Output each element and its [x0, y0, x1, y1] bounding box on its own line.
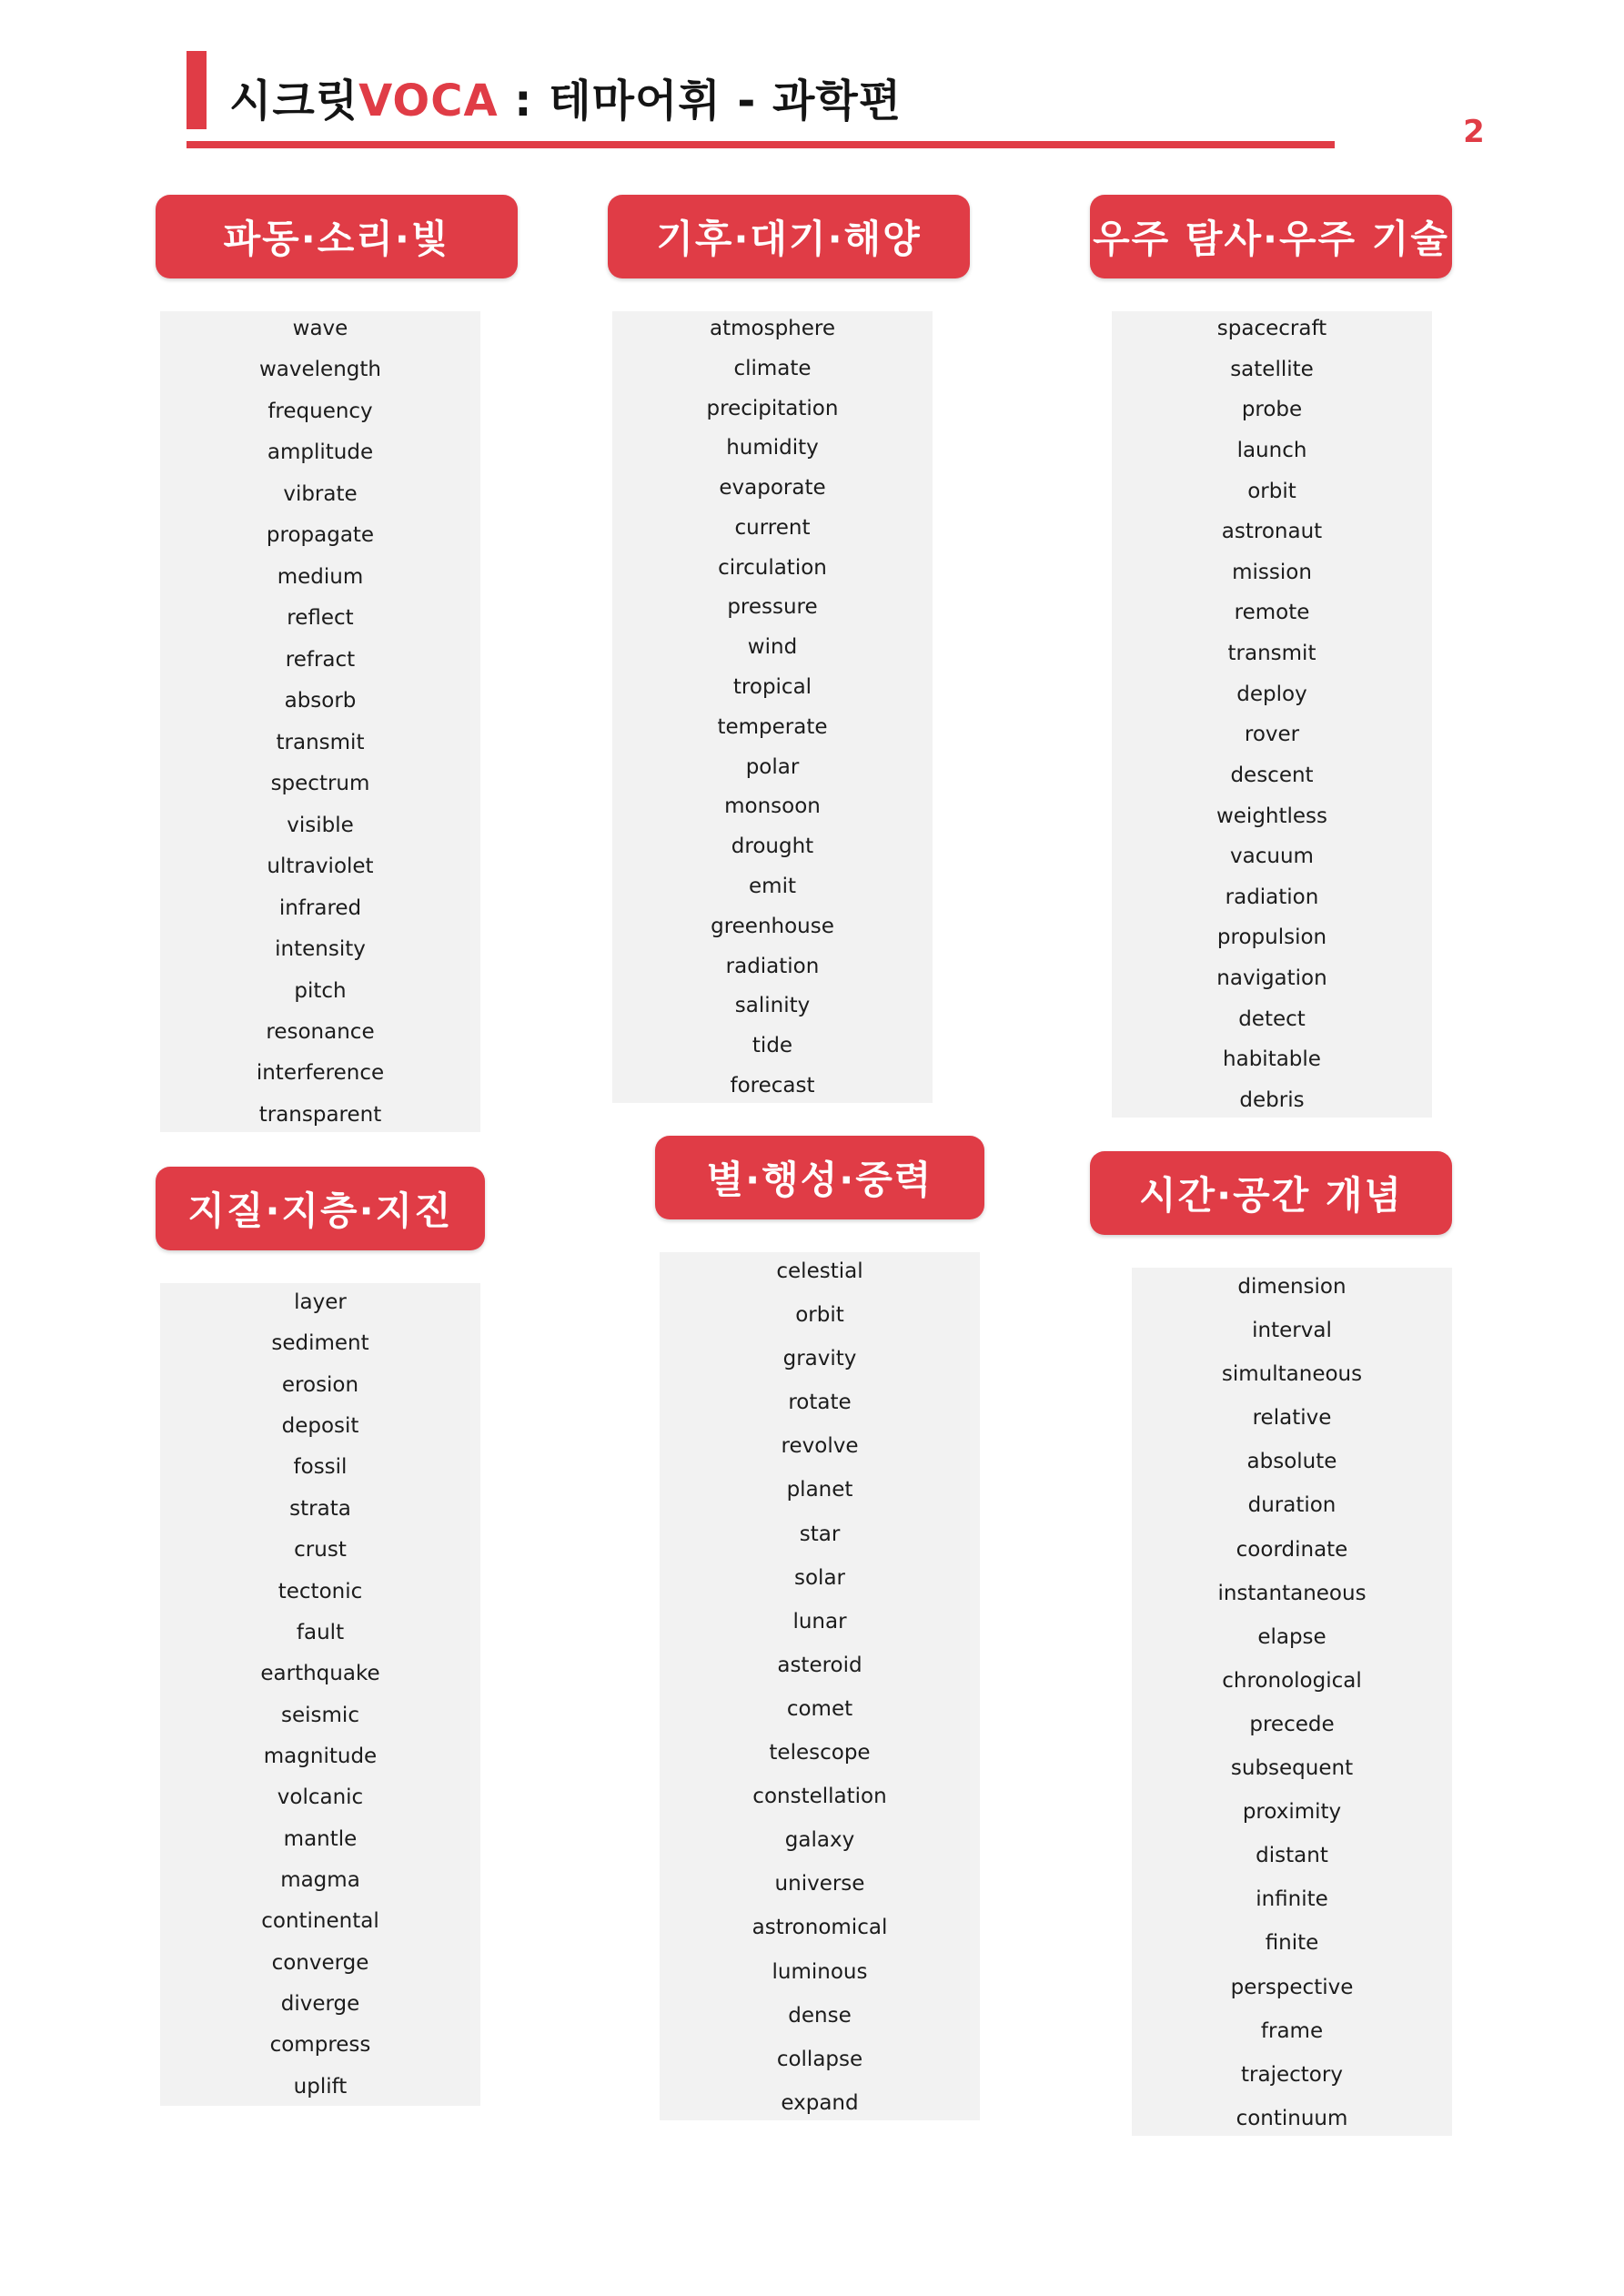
vocab-word: revolve	[781, 1434, 859, 1459]
vocab-word: orbit	[1247, 479, 1296, 503]
word-list-climate	[612, 311, 933, 1103]
word-list-spacetime	[1132, 1268, 1452, 2136]
vocab-word: orbit	[795, 1303, 844, 1328]
vocab-word: salinity	[734, 994, 811, 1018]
title-underline	[187, 141, 1335, 148]
vocab-word: launch	[1236, 438, 1307, 462]
section-header-waves: 파동·소리·빛	[156, 195, 518, 278]
vocab-word: infrared	[278, 895, 362, 920]
vocab-word: sediment	[271, 1331, 369, 1356]
vocab-word: monsoon	[724, 794, 821, 819]
vocab-word: gravity	[782, 1347, 857, 1371]
vocab-word: lunar	[792, 1609, 847, 1633]
vocab-word: fault	[296, 1620, 345, 1644]
vocab-word: deposit	[281, 1414, 359, 1439]
vocab-word: wave	[292, 317, 348, 340]
vocab-word: astronaut	[1221, 520, 1323, 544]
vocab-word: trajectory	[1241, 2062, 1343, 2087]
vocab-word: instantaneous	[1217, 1581, 1367, 1605]
vocab-word: uplift	[293, 2074, 348, 2099]
vocab-word: celestial	[776, 1259, 863, 1283]
vocab-word: propulsion	[1216, 925, 1327, 950]
vocab-word: earthquake	[260, 1662, 380, 1686]
vocab-word: absolute	[1246, 1450, 1337, 1474]
vocab-word: magma	[280, 1868, 360, 1893]
vocab-word: mission	[1232, 560, 1312, 584]
section-header-spacetime: 시간·공간 개념	[1090, 1151, 1452, 1235]
vocab-word: tropical	[732, 675, 812, 700]
vocab-word: emit	[749, 874, 796, 898]
vocab-word: layer	[294, 1290, 347, 1314]
vocab-word: relative	[1252, 1406, 1332, 1431]
vocab-word: tide	[751, 1034, 793, 1058]
page-number: 2	[1463, 114, 1485, 150]
title-accent-bar	[187, 51, 207, 129]
vocab-word: transmit	[276, 730, 365, 754]
section-header-geology: 지질·지층·지진	[156, 1167, 485, 1250]
vocab-word: reflect	[287, 606, 354, 631]
vocab-word: satellite	[1230, 357, 1314, 381]
vocab-word: intensity	[275, 937, 366, 962]
vocab-word: continental	[261, 1909, 379, 1934]
title-prefix: 시크릿	[229, 76, 359, 126]
vocab-word: rotate	[788, 1391, 852, 1415]
vocab-word: seismic	[281, 1703, 359, 1727]
vocab-word: medium	[277, 564, 364, 589]
vocab-word: remote	[1234, 601, 1310, 625]
section-header-climate: 기후·대기·해양	[608, 195, 970, 278]
title-accent: VOCA	[358, 76, 499, 126]
vocab-word: volcanic	[277, 1785, 364, 1810]
vocab-word: refract	[285, 647, 356, 672]
vocab-word: pitch	[294, 978, 347, 1003]
vocab-word: ultraviolet	[267, 855, 374, 879]
vocab-word: continuum	[1236, 2106, 1348, 2130]
vocab-word: constellation	[752, 1785, 887, 1809]
vocab-word: spectrum	[270, 772, 370, 796]
vocab-word: solar	[794, 1565, 845, 1590]
vocab-word: resonance	[266, 1019, 375, 1044]
vocab-word: strata	[289, 1496, 351, 1521]
word-list-stars	[660, 1252, 980, 2120]
vocab-word: simultaneous	[1221, 1362, 1363, 1387]
vocab-word: interference	[256, 1061, 385, 1086]
vocab-word: subsequent	[1230, 1756, 1354, 1781]
word-list-waves	[160, 311, 480, 1132]
vocab-word: frame	[1260, 2018, 1324, 2043]
vocab-word: chronological	[1222, 1668, 1362, 1693]
vocab-word: deploy	[1236, 682, 1307, 706]
vocab-word: luminous	[772, 1959, 868, 1984]
vocab-word: coordinate	[1236, 1537, 1348, 1562]
vocab-word: collapse	[776, 2047, 863, 2071]
vocab-word: forecast	[730, 1073, 815, 1097]
vocab-word: precede	[1249, 1712, 1335, 1736]
vocab-word: polar	[745, 754, 800, 779]
vocab-word: erosion	[281, 1372, 359, 1397]
vocab-word: star	[799, 1522, 841, 1546]
vocab-word: evaporate	[719, 476, 826, 501]
vocab-word: detect	[1238, 1006, 1306, 1031]
vocab-word: wind	[747, 635, 798, 660]
vocab-word: temperate	[717, 714, 828, 739]
vocab-word: planet	[786, 1478, 853, 1502]
vocab-word: proximity	[1242, 1800, 1342, 1825]
vocab-word: vibrate	[283, 481, 358, 506]
vocab-word: radiation	[1225, 885, 1319, 909]
word-list-geology	[160, 1283, 480, 2106]
word-list-space	[1112, 311, 1432, 1118]
vocab-word: compress	[269, 2033, 371, 2058]
vocab-word: asteroid	[777, 1653, 862, 1677]
vocab-word: transparent	[258, 1102, 382, 1127]
section-header-stars: 별·행성·중력	[655, 1136, 984, 1219]
vocab-word: magnitude	[263, 1744, 378, 1768]
vocab-word: dimension	[1237, 1275, 1347, 1299]
vocab-word: frequency	[267, 399, 373, 423]
vocab-word: spacecraft	[1216, 317, 1327, 340]
vocab-word: pressure	[727, 595, 818, 620]
vocab-word: navigation	[1216, 966, 1327, 990]
vocab-word: diverge	[280, 1992, 360, 2017]
vocab-word: propagate	[266, 523, 375, 548]
vocab-word: atmosphere	[710, 317, 835, 340]
vocab-word: finite	[1265, 1931, 1319, 1956]
vocab-word: probe	[1241, 398, 1303, 422]
vocab-word: crust	[294, 1538, 347, 1563]
vocab-word: fossil	[293, 1455, 348, 1480]
vocab-word: current	[734, 515, 811, 540]
vocab-word: interval	[1252, 1319, 1332, 1343]
vocab-word: habitable	[1223, 1047, 1321, 1072]
vocab-word: circulation	[718, 555, 827, 580]
vocab-word: descent	[1230, 763, 1314, 787]
vocab-word: precipitation	[706, 396, 839, 420]
vocab-word: wavelength	[259, 358, 381, 382]
vocab-word: greenhouse	[711, 914, 834, 938]
vocab-word: debris	[1239, 1087, 1305, 1112]
vocab-word: perspective	[1230, 1975, 1354, 1999]
vocab-word: weightless	[1215, 804, 1328, 828]
vocab-word: mantle	[283, 1826, 358, 1851]
vocab-word: tectonic	[277, 1579, 363, 1603]
vocab-word: climate	[733, 356, 812, 380]
vocab-word: humidity	[726, 436, 819, 460]
vocab-word: radiation	[725, 954, 820, 978]
vocab-word: elapse	[1257, 1624, 1326, 1649]
vocab-word: visible	[287, 813, 354, 837]
vocab-word: galaxy	[784, 1828, 855, 1853]
vocab-word: converge	[271, 1950, 369, 1975]
vocab-word: drought	[731, 834, 814, 859]
vocab-word: transmit	[1227, 642, 1316, 665]
vocab-word: expand	[781, 2090, 859, 2115]
vocab-word: duration	[1247, 1493, 1337, 1518]
title-suffix: : 테마어휘 - 과학편	[498, 76, 903, 126]
vocab-word: vacuum	[1230, 845, 1314, 869]
vocab-word: distant	[1256, 1844, 1328, 1868]
page-title	[229, 69, 902, 133]
vocab-word: astronomical	[751, 1916, 888, 1940]
vocab-word: comet	[786, 1696, 853, 1721]
vocab-word: amplitude	[267, 440, 374, 465]
section-header-space: 우주 탐사·우주 기술	[1090, 195, 1452, 278]
vocab-word: universe	[774, 1872, 865, 1896]
vocab-word: telescope	[769, 1741, 871, 1765]
vocab-word: absorb	[284, 689, 357, 713]
vocab-word: rover	[1244, 723, 1300, 747]
vocab-word: infinite	[1256, 1887, 1328, 1912]
vocab-word: dense	[788, 2003, 852, 2028]
